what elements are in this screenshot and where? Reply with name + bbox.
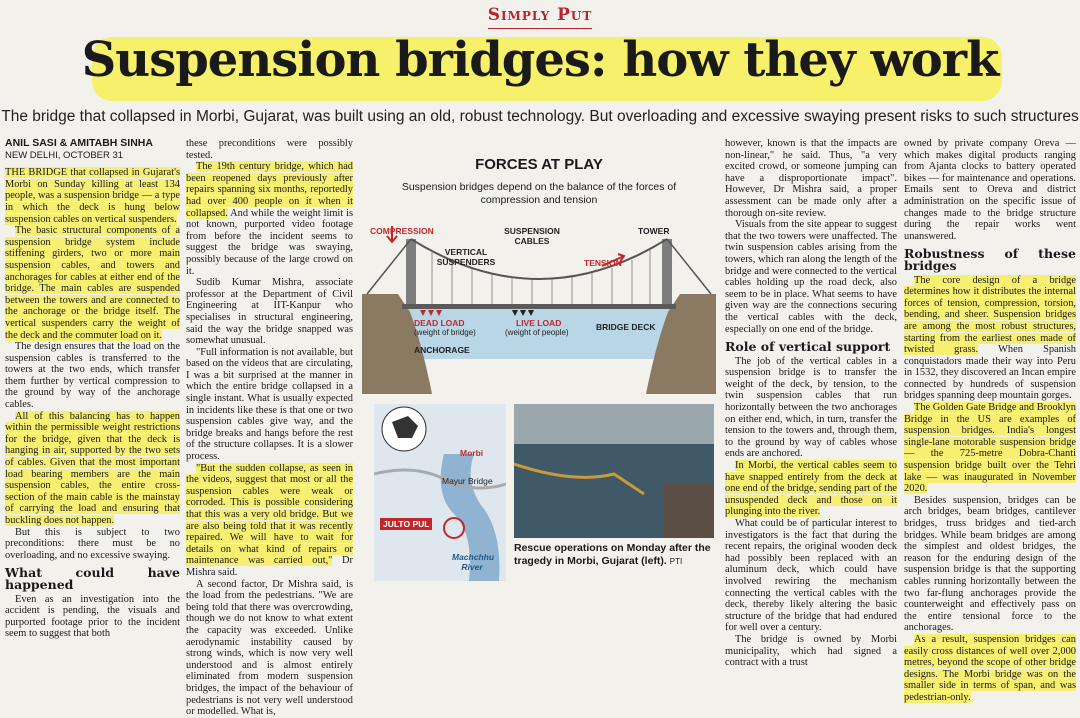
paragraph-highlight: The core design of a bridge determines how it distributes the internal forces of tension, compression, torsion, bending, and sheer. Suspension bridges are among the most robust structures, starting from the earliest ones made of twisted grass.	[904, 274, 1076, 356]
paragraph: Dr Mishra said.	[186, 555, 353, 578]
byline: ANIL SASI & AMITABH SINHA	[5, 137, 153, 149]
paragraph-highlight: The Golden Gate Bridge and Brooklyn Bridge in the US are examples of suspension bridges. India's longest single-lane motorable suspension bridge — the 725-metre Dobra-Chanti suspension bridge built over the Tehri lake — was inaugurated in November 2020.	[904, 402, 1076, 495]
rescue-photo	[514, 404, 714, 538]
label-tension: TENSION	[584, 258, 622, 268]
label-tower: TOWER	[638, 226, 670, 236]
column-3	[725, 138, 897, 669]
subheading: Robustness of these bridges	[904, 246, 1076, 273]
left-tower	[406, 239, 416, 307]
label-compression: COMPRESSION	[370, 226, 434, 236]
label-bridge-deck: BRIDGE DECK	[596, 322, 656, 332]
paragraph: And while the weight limit is not known, purported video footage from before the incident seems to suggest the bridge was swaying, possibly because of the large crowd on it.	[186, 207, 353, 277]
map-label-river: Machchhu River	[452, 552, 495, 572]
label-suspension-cables: SUSPENSION CABLES	[504, 226, 560, 246]
map-label-city: Morbi	[460, 448, 484, 458]
paragraph: The job of the vertical cables in a suspension bridge is to transfer the weight of the deck, by tension, to the twin suspension cables that run horizontally between the two anchorages on either end, which, in turn, transfer the tension to the towers and, through them, to the ground by way of cables whose ends are anchored.	[725, 355, 897, 460]
photo-credit: PTI	[669, 557, 683, 566]
location-marker	[444, 518, 464, 538]
caption-text: Rescue operations on Monday after the tragedy in Morbi, Gujarat (left).	[514, 542, 711, 567]
paragraph: A second factor, Dr Mishra said, is the load from the pedestrians. "We are being told that there was overcrowding, though we do not know to what extent the capacity was exceeded. Unlike aerodynamic instability caused by strong winds, which is now very well understood and is almost entirely eliminated from modern suspension bridges, the impact of the behaviour of pedestrians is not very well understood or modelled. What is,	[186, 578, 353, 718]
left-anchor-cable	[367, 239, 411, 294]
right-tower	[662, 239, 672, 307]
dead-load-arrows	[420, 310, 442, 316]
paragraph: however, known is that the impacts are non-linear," he said. Thus, "a very excited crowd, or someone jumping can have a disproportionate impact". However, Dr Mishra said, a proper assessment can be made only after a thorough on-site review.	[725, 138, 897, 219]
label-vertical-suspenders: VERTICAL SUSPENDERS	[436, 247, 496, 267]
headline: Suspension bridges: how they work	[81, 32, 999, 88]
column-2	[186, 138, 353, 718]
photo-caption	[514, 542, 719, 568]
paragraph-highlight: In Morbi, the vertical cables seem to have snapped entirely from the deck at one end of the bridge, sending part of the unsuspended deck and those on it plunging into the river.	[725, 460, 897, 518]
dateline: NEW DELHI, OCTOBER 31	[5, 149, 124, 161]
infographic-title: FORCES AT PLAY	[475, 156, 603, 173]
paragraph: Besides suspension, bridges can be arch bridges, beam bridges, cantilever bridges, truss bridges and tied-arch bridges. While beam bridges are among the simplest and oldest bridges, the reason for the enduring design of the suspension bridge is that the supporting cables running horizontally between the two far-flung anchorages provide the counterweight and effectively pass on the entire tensional force to the anchorages.	[904, 494, 1076, 634]
photo-drawing	[514, 404, 714, 538]
paragraph: When Spanish conquistadors made their way into Peru in 1532, they discovered an Incan empire connected by hundreds of suspension bridges spanning deep mountain gorges.	[904, 344, 1076, 402]
paragraph-highlight: The 19th century bridge, which had been reopened days previously after repairs spanning six months, reportedly had over 400 people on it when it collapsed.	[186, 161, 353, 219]
paragraph-highlight: As a result, suspension bridges can easily cross distances of well over 2,000 metres, beyond the scope of other bridge designs. The Morbi bridge was on the smaller side in terms of span, and was pedestrian-only.	[904, 633, 1076, 703]
live-load-arrows	[512, 310, 534, 316]
kicker-rule	[488, 28, 592, 29]
label-dead-load: DEAD LOAD	[414, 318, 465, 328]
paragraph: All of this balancing has to happen within the permissible weight restrictions for the bridge, given that the deck is hanging in air, supported by the two sets of cables. Given that the most important load bearing members are the main suspension cables, the entire cross-section of the main cable is the mainstay of carrying the load and ensuring that buckling does not happen.	[5, 410, 180, 526]
subheading: What could have happened	[5, 565, 180, 592]
paragraph: owned by private company Oreva — which makes digital products ranging from Ajanta clocks to battery operated bikes — for maintenance and operations. Emails sent to Oreva and district administration on the specific issue of changes made to the bridge structure during the repair works went unanswered.	[904, 138, 1076, 242]
forces-infographic	[362, 144, 716, 394]
paragraph-highlight: "But the sudden collapse, as seen in the videos, suggest that most or all the suspension cables were weak or corroded. This is possible considering that this was a very old bridge. But we are also being told that it was recently repaired. We will have to wait for details on what kind of repairs or maintenance was carried out,"	[186, 462, 353, 567]
paragraph: The bridge is owned by Morbi municipality, which had signed a contract with a trust	[725, 633, 897, 669]
subheading: Role of vertical support	[725, 339, 891, 355]
paragraph: The design ensures that the load on the suspension cables is transferred to the towers at the two ends, which transfer them further by vertical compression to the ground by way of the anchorage cables.	[5, 341, 180, 411]
column-1	[5, 138, 180, 640]
paragraph: Visuals from the site appear to suggest that the two towers were unaffected. The twin suspension cables arising from the towers, which ran along the length of the bridge and were connected to the vertical cables holding up the road deck, also seem to be in place. What seems to have given way are the connections securing the vertical cables with the deck, especially on one end of the bridge.	[725, 219, 897, 335]
map-label-bridge: Mayur Bridge	[442, 476, 493, 486]
map-label-road: JULTO PUL	[380, 518, 432, 530]
label-anchorage: ANCHORAGE	[414, 345, 470, 355]
bridge-diagram	[362, 144, 716, 394]
column-4	[904, 138, 1076, 704]
location-map	[374, 404, 506, 581]
infographic-subtitle: Suspension bridges depend on the balance of the forces of compression and tension	[401, 181, 677, 206]
bridge-deck	[402, 304, 676, 309]
section-kicker: Simply Put	[487, 5, 593, 25]
right-anchor-cable	[667, 239, 711, 294]
paragraph: What could be of particular interest to investigators is the fact that during the recent repairs, the original wooden deck had possibly been replaced with an aluminum deck, which could have involved rewiring the mechanism connecting the vertical cables with the deck, thereby likely altering the basic structure of the bridge that had endured for well over a century.	[725, 518, 897, 634]
paragraph: Sudib Kumar Mishra, associate professor at the Department of Civil Engineering at IIT-Kanpur who specialises in structural engineering, said the way the bridge snapped was somewhat unusual.	[186, 277, 353, 347]
paragraph: "Full information is not available, but based on the videos that are circulating, I was a bit surprised at the manner in which the entire bridge collapsed in a single instant. What is usually expected in incidents like these is that one or two suspension cables give way, and the bridge breaks and hangs before the rest of the structure collapses. It is a slower process.	[186, 346, 353, 463]
paragraph: Even as an investigation into the accident is pending, the visuals and purported footage prior to the incident seem to suggest that both	[5, 593, 180, 640]
label-live-load: LIVE LOAD	[516, 318, 562, 328]
paragraph: The basic structural components of a suspension bridge system include stiffening girders, two or more main suspension cables, and towers and anchorages for cables at either end of the bridge. The main cables are suspended between the towers and are connected to the anchorage or the bridge itself. The vertical suspenders carry the weight of the deck and the commuter load on it.	[5, 225, 180, 341]
label-dead-load-note: (weight of bridge)	[414, 328, 476, 337]
paragraph: THE BRIDGE that collapsed in Gujarat's Morbi on Sunday killing at least 134 people, was a suspension bridge — a type in which the deck is hung below suspension cables on vertical suspenders.	[5, 167, 180, 225]
label-live-load-note: (weight of people)	[505, 328, 569, 337]
standfirst: The bridge that collapsed in Morbi, Gujarat, was built using an old, robust technology. But overloading and excessive swaying present risks to such structures	[1, 108, 1079, 125]
paragraph: But this is subject to two preconditions: there must be no overloading, and no excessive swaying.	[5, 526, 180, 561]
paragraph: these preconditions were possibly tested.	[186, 138, 353, 161]
